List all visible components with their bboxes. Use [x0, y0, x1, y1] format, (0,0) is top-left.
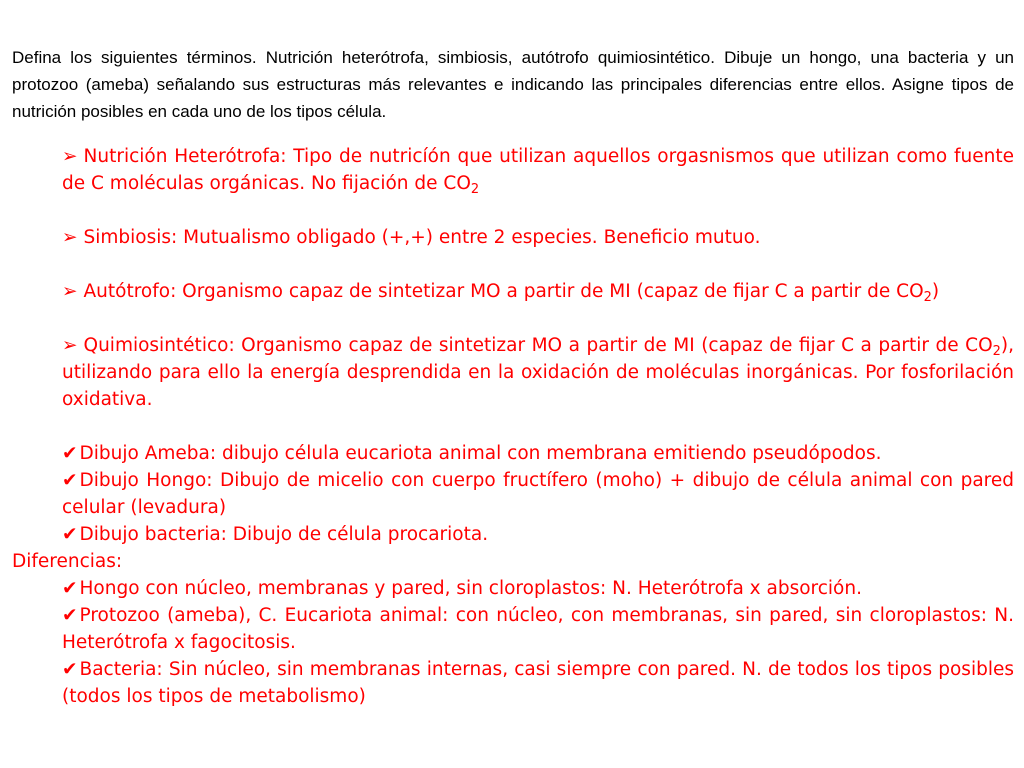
definition-heterotrofa: ➢ Nutrición Heterótrofa: Tipo de nutricíón que utilizan aquellos orgasnismos que utilizan como fuente de C moléculas orgánicas. No fijación de $CO_2$: [12, 143, 1014, 197]
check-bullet-icon: ✔: [62, 605, 78, 626]
dibujo-item: ✔ Dibujo Ameba: dibujo célula eucariota animal con membrana emitiendo pseudópodos.: [12, 440, 1014, 467]
check-bullet-icon: ✔: [62, 443, 78, 464]
slide: [12, 44, 1014, 710]
dibujo-item: ✔ Dibujo bacteria: Dibujo de célula procariota.: [12, 521, 1014, 548]
definition-quimiosintetico: ➢ Quimiosintético: Organismo capaz de sintetizar MO a partir de MI (capaz de fijar C a partir de $CO_2$), utilizando para ello la energía desprendida en la oxidación de moléculas inorgánicas. Por fosforilación oxidativa.: [12, 332, 1014, 413]
arrow-bullet-icon: ➢: [62, 227, 78, 248]
diferencia-item: ✔ Protozoo (ameba), C. Eucariota animal: con núcleo, con membranas, sin pared, sin cloroplastos: N. Heterótrofa x fagocitosis.: [12, 602, 1014, 656]
diferencias-heading: Diferencias:: [12, 551, 123, 572]
definition-simbiosis: ➢ Simbiosis: Mutualismo obligado (+,+) entre 2 especies. Beneficio mutuo.: [12, 224, 1014, 251]
answer-block: [12, 143, 1014, 710]
check-bullet-icon: ✔: [62, 578, 78, 599]
check-bullet-icon: ✔: [62, 524, 78, 545]
check-bullet-icon: ✔: [62, 659, 78, 680]
question-text: Defina los siguientes términos. Nutrición heterótrofa, simbiosis, autótrofo quimiosintético. Dibuje un hongo, una bacteria y un protozoo (ameba) señalando sus estructuras más relevantes e indicando las principales diferencias entre ellos. Asigne tipos de nutrición posibles en cada uno de los tipos célula.: [12, 48, 1014, 121]
check-bullet-icon: ✔: [62, 470, 78, 491]
arrow-bullet-icon: ➢: [62, 146, 78, 167]
arrow-bullet-icon: ➢: [62, 335, 78, 356]
diferencia-item: ✔ Bacteria: Sin núcleo, sin membranas internas, casi siempre con pared. N. de todos los tipos posibles (todos los tipos de metabolismo): [12, 656, 1014, 710]
definition-autotrofo: ➢ Autótrofo: Organismo capaz de sintetizar MO a partir de MI (capaz de fijar C a partir de $CO_2$): [12, 278, 1014, 305]
arrow-bullet-icon: ➢: [62, 281, 78, 302]
diferencia-item: ✔ Hongo con núcleo, membranas y pared, sin cloroplastos: N. Heterótrofa x absorción.: [12, 575, 1014, 602]
dibujo-item: ✔ Dibujo Hongo: Dibujo de micelio con cuerpo fructífero (moho) + dibujo de célula animal con pared celular (levadura): [12, 467, 1014, 521]
